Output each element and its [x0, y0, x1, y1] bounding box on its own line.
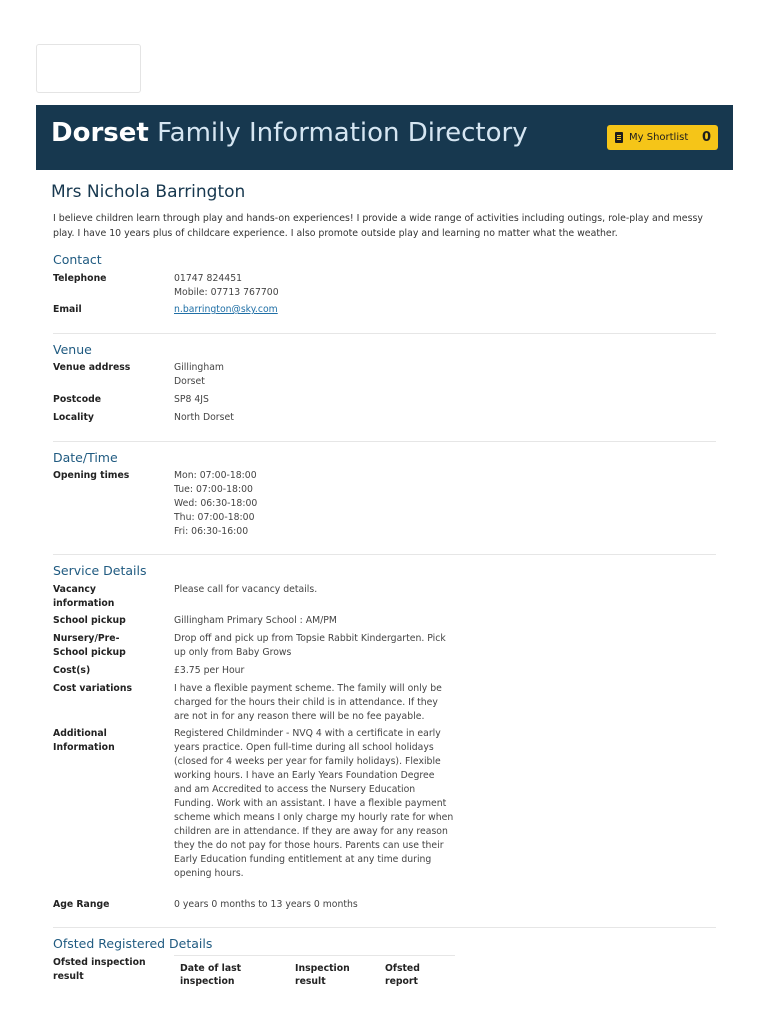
- site-banner: [36, 105, 733, 170]
- locality-value: North Dorset: [174, 412, 234, 423]
- ofsted-col-result: Inspection result: [295, 963, 350, 987]
- shortlist-count: 0: [701, 130, 711, 145]
- mobile-number: Mobile: 07713 767700: [174, 287, 279, 298]
- locality-label: Locality: [53, 412, 94, 423]
- telephone-value: [174, 272, 464, 300]
- email-link[interactable]: n.barrington@sky.com: [174, 304, 278, 315]
- venue-address-value: [174, 361, 464, 389]
- opening-times-label: Opening times: [53, 470, 130, 481]
- email-value: [174, 303, 464, 317]
- ofsted-col-report: Ofsted report: [385, 963, 420, 987]
- provider-description: I believe children learn through play and hands-on experiences! I provide a wide range of activities including outings, role-play and messy play. I have 10 years plus of childcare experience. I also promote outside play and learning no matter what the weather.: [53, 213, 703, 239]
- email-label: Email: [53, 304, 82, 315]
- address-line: Gillingham: [174, 362, 224, 373]
- school-pickup-label: School pickup: [53, 615, 126, 626]
- ofsted-table-rule: [174, 955, 455, 956]
- school-pickup-value: Gillingham Primary School : AM/PM: [174, 615, 337, 626]
- age-range-value: 0 years 0 months to 13 years 0 months: [174, 899, 358, 910]
- shortlist-label: My Shortlist: [629, 132, 689, 143]
- ofsted-result-label: Ofsted inspection result: [53, 957, 146, 982]
- site-title[interactable]: [51, 118, 528, 148]
- postcode-value: SP8 4JS: [174, 394, 209, 405]
- opening-time-mon: Mon: 07:00-18:00: [174, 470, 257, 481]
- ofsted-col-date: Date of last inspection: [180, 963, 242, 987]
- divider: [53, 441, 716, 442]
- cost-variations-label: Cost variations: [53, 683, 132, 694]
- additional-info-label: Additional Information: [53, 728, 115, 753]
- divider: [53, 554, 716, 555]
- additional-info-value: Registered Childminder - NVQ 4 with a certificate in early years practice. Open full-time during all school holidays (closed for 4 weeks per year for family holidays). Flexible working hours. I have an Early Years Foundation Degree and am Accredited to access the Nursery Education Funding. Work with an assistant. I have a flexible payment scheme which means I only charge my hourly rate for when children are in attendance. If they are away for any reason they the do not pay for those hours. Parents can use their Early Education funding entitlement at any time during opening hours.: [174, 728, 454, 879]
- datetime-heading: Date/Time: [53, 450, 118, 465]
- site-title-rest: Family Information Directory: [148, 118, 528, 148]
- my-shortlist-button[interactable]: [607, 125, 718, 150]
- age-range-label: Age Range: [53, 899, 110, 910]
- divider: [53, 333, 716, 334]
- opening-time-tue: Tue: 07:00-18:00: [174, 484, 253, 495]
- telephone-label: Telephone: [53, 273, 107, 284]
- cost-value: £3.75 per Hour: [174, 665, 245, 676]
- address-line: Dorset: [174, 376, 205, 387]
- telephone-number: 01747 824451: [174, 273, 243, 284]
- site-title-bold: Dorset: [51, 118, 149, 148]
- service-details-heading: Service Details: [53, 563, 147, 578]
- opening-times-value: [174, 469, 464, 539]
- divider: [53, 927, 716, 928]
- site-logo[interactable]: [36, 44, 141, 93]
- cost-label: Cost(s): [53, 665, 91, 676]
- vacancy-label: Vacancy information: [53, 584, 115, 609]
- contact-heading: Contact: [53, 252, 102, 267]
- provider-name: Mrs Nichola Barrington: [51, 182, 246, 202]
- opening-time-fri: Fri: 06:30-16:00: [174, 526, 249, 537]
- venue-address-label: Venue address: [53, 362, 131, 373]
- venue-heading: Venue: [53, 342, 92, 357]
- cost-variations-value: I have a flexible payment scheme. The family will only be charged for the hours their child is in attendance. If they are not in for any reason there will be no fee payable.: [174, 683, 442, 722]
- vacancy-value: Please call for vacancy details.: [174, 584, 318, 595]
- clipboard-list-icon: [615, 132, 623, 143]
- nursery-pickup-label: Nursery/Pre-School pickup: [53, 633, 126, 658]
- opening-time-wed: Wed: 06:30-18:00: [174, 498, 258, 509]
- ofsted-heading: Ofsted Registered Details: [53, 936, 213, 951]
- nursery-pickup-value: Drop off and pick up from Topsie Rabbit Kindergarten. Pick up only from Baby Grows: [174, 633, 446, 658]
- postcode-label: Postcode: [53, 394, 102, 405]
- opening-time-thu: Thu: 07:00-18:00: [174, 512, 255, 523]
